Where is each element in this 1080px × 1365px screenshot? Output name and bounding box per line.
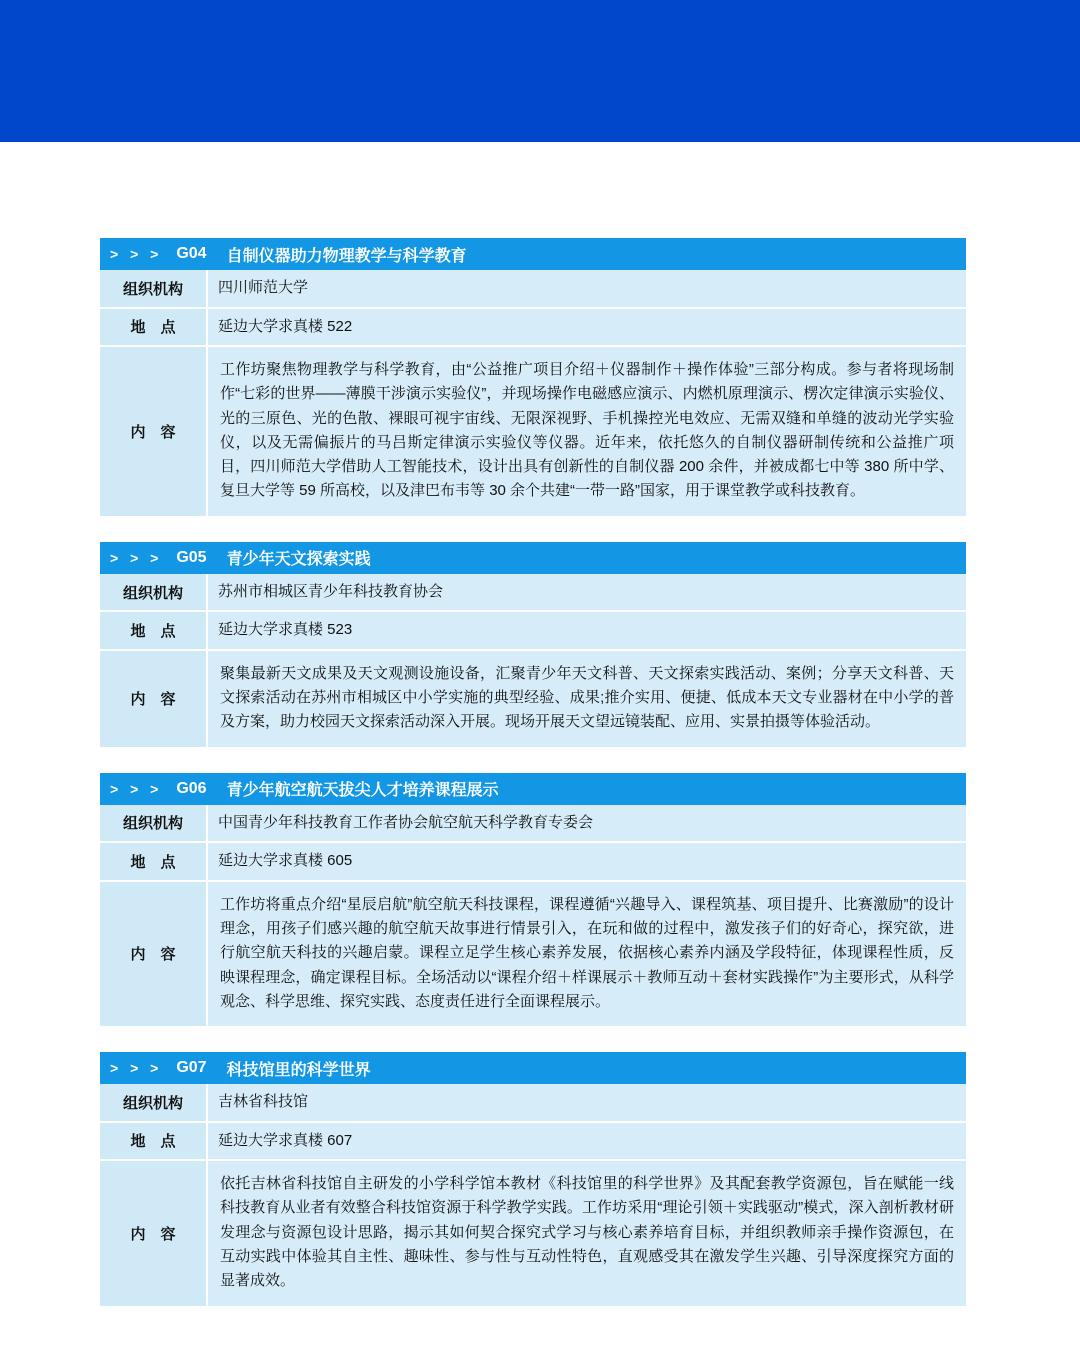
content-value: 聚集最新天文成果及天文观测设施设备，汇聚青少年天文科普、天文探索实践活动、案例；分享天文科普、天文探索活动在苏州市相城区中小学实施的典型经验、成果;推介实用、便捷、低成本天文专业器材在中小学的普及方案，助力校园天文探索活动深入开展。现场开展天文望远镜装配、应用、实景拍摄等体验活动。 <box>208 651 966 747</box>
chevron-right-icon: > > > <box>110 246 163 262</box>
workshop-card-header <box>100 773 966 805</box>
document-page <box>0 142 1080 1365</box>
workshop-card <box>100 773 966 1026</box>
organizer-row <box>100 805 966 844</box>
location-row <box>100 843 966 882</box>
location-label: 地 点 <box>100 843 208 880</box>
content-value: 依托吉林省科技馆自主研发的小学科学馆本教材《科技馆里的科学世界》及其配套教学资源包，旨在赋能一线科技教育从业者有效整合科技馆资源于科学教学实践。工作坊采用“理论引领＋实践驱动”模式，深入剖析教材研发理念与资源包设计思路，揭示其如何契合探究式学习与核心素养培育目标，并组织教师亲手操作资源包，在互动实践中体验其自主性、趣味性、参与性与互动性特色，直观感受其在激发学生兴趣、引导深度探究方面的显著成效。 <box>208 1161 966 1305</box>
workshop-title: 科技馆里的科学世界 <box>226 1061 371 1079</box>
content-value: 工作坊将重点介绍“星辰启航”航空航天科技课程，课程遵循“兴趣导入、课程筑基、项目提升、比赛激励”的设计理念，用孩子们感兴趣的航空航天故事进行情景引入，在玩和做的过程中，激发孩子们的好奇心，探究欲，进行航空航天科技的兴趣启蒙。课程立足学生核心素养发展，依据核心素养内涵及学段特征，体现课程性质，反映课程理念，确定课程目标。全场活动以“课程介绍＋样课展示＋教师互动＋套材实践操作”为主要形式，从科学观念、科学思维、探究实践、态度责任进行全面课程展示。 <box>208 882 966 1026</box>
workshop-title: 自制仪器助力物理教学与科学教育 <box>226 247 467 265</box>
organizer-value: 中国青少年科技教育工作者协会航空航天科学教育专委会 <box>208 805 966 842</box>
organizer-row <box>100 1084 966 1123</box>
location-value: 延边大学求真楼 523 <box>208 612 966 649</box>
workshop-title: 青少年航空航天拔尖人才培养课程展示 <box>226 782 499 800</box>
workshop-title: 青少年天文探索实践 <box>226 551 371 569</box>
content-row <box>100 1161 966 1305</box>
workshop-code: G04 <box>176 245 207 262</box>
workshop-card-header <box>100 238 966 270</box>
organizer-row <box>100 270 966 309</box>
location-value: 延边大学求真楼 522 <box>208 309 966 346</box>
location-label: 地 点 <box>100 309 208 346</box>
content-label: 内 容 <box>100 882 208 1026</box>
content-label: 内 容 <box>100 651 208 747</box>
organizer-label: 组织机构 <box>100 805 208 842</box>
chevron-right-icon: > > > <box>110 549 163 566</box>
content-label: 内 容 <box>100 347 208 516</box>
workshop-card-header <box>100 542 966 574</box>
content-row <box>100 347 966 516</box>
organizer-label: 组织机构 <box>100 270 208 307</box>
workshop-card <box>100 1052 966 1305</box>
content-row <box>100 882 966 1026</box>
workshop-card <box>100 542 966 747</box>
location-label: 地 点 <box>100 612 208 649</box>
content-value: 工作坊聚焦物理教学与科学教育，由“公益推广项目介绍＋仪器制作＋操作体验”三部分构成。参与者将现场制作“七彩的世界——薄膜干涉演示实验仪”，并现场操作电磁感应演示、内燃机原理演示、楞次定律演示实验仪、光的三原色、光的色散、裸眼可视宇宙线、无限深视野、手机操控光电效应、无需双缝和单缝的波动光学实验仪，以及无需偏振片的马吕斯定律演示实验仪等仪器。近年来，依托悠久的自制仪器研制传统和公益推广项目，四川师范大学借助人工智能技术，设计出具有创新性的自制仪器 200 余件，并被成都七中等 380 所中学、复旦大学等 59 所高校，以及津巴布韦等 30 余个共建“一带一路”国家，用于课堂教学或科技教育。 <box>208 347 966 516</box>
organizer-value: 吉林省科技馆 <box>208 1084 966 1121</box>
organizer-value: 苏州市相城区青少年科技教育协会 <box>208 574 966 611</box>
location-row <box>100 1123 966 1162</box>
location-row <box>100 612 966 651</box>
location-label: 地 点 <box>100 1123 208 1160</box>
content-label: 内 容 <box>100 1161 208 1305</box>
location-row <box>100 309 966 348</box>
chevron-right-icon: > > > <box>110 1060 163 1077</box>
top-banner <box>0 0 1080 142</box>
workshop-card <box>100 238 966 516</box>
organizer-label: 组织机构 <box>100 574 208 611</box>
chevron-right-icon: > > > <box>110 780 163 797</box>
organizer-label: 组织机构 <box>100 1084 208 1121</box>
content-row <box>100 651 966 747</box>
workshop-code: G07 <box>176 1059 207 1077</box>
location-value: 延边大学求真楼 607 <box>208 1123 966 1160</box>
workshop-code: G05 <box>176 548 207 566</box>
organizer-row <box>100 574 966 613</box>
location-value: 延边大学求真楼 605 <box>208 843 966 880</box>
organizer-value: 四川师范大学 <box>208 270 966 307</box>
workshop-card-list <box>100 238 966 1332</box>
workshop-code: G06 <box>176 779 207 797</box>
workshop-card-header <box>100 1052 966 1084</box>
